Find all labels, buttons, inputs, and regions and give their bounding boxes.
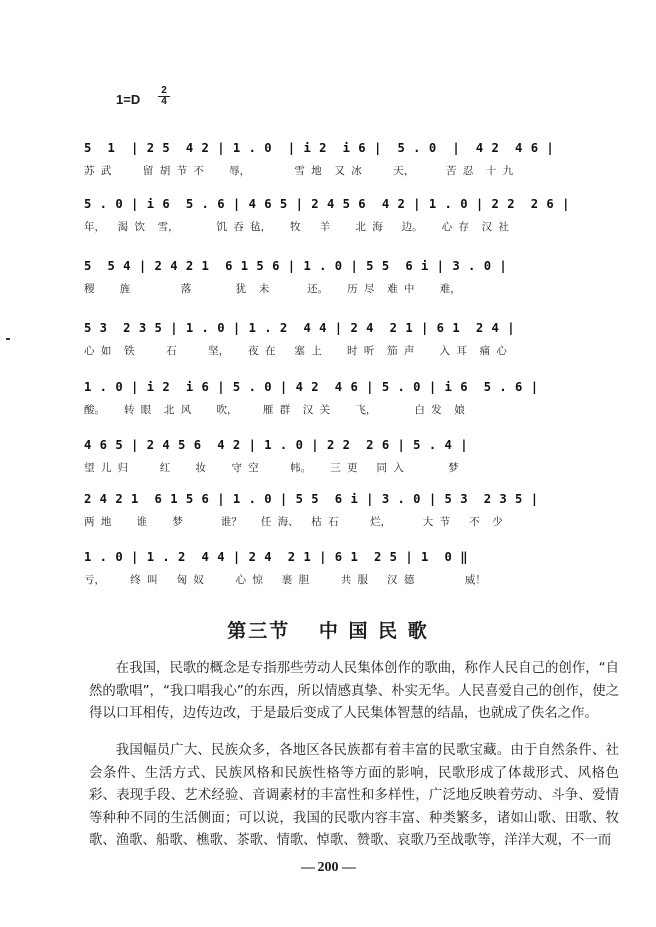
paragraph-2: 我国幅员广大、民族众多，各地区各民族都有着丰富的民歌宝藏。由于自然条件、社会条件、生活方式、民族风格和民族性格等方面的影响，民歌形成了体裁形式、风格色彩、表现手段、艺术经验、音调素材的丰富性和多样性，广泛地反映着劳动、斗争、爱情等种种不同的生活侧面；可以说，我国的民歌内容丰富、种类繁多，诸如山歌、田歌、牧歌、渔歌、船歌、樵歌、茶歌、情歌、悼歌、赞歌、哀歌乃至战歌等，洋洋大观，不一而 [89, 743, 619, 849]
notation-line: 1 . 0 | i 2 i 6 | 5 . 0 | 4 2 4 6 | 5 . 0 | i 6 5 . 6 | [84, 380, 539, 394]
score-row-8 [84, 550, 604, 600]
score-row-3 [84, 259, 604, 309]
score-row-1 [84, 141, 604, 191]
section-number: 第三节 [227, 620, 291, 642]
notation-line: 5 3 2 3 5 | 1 . 0 | 1 . 2 4 4 | 2 4 2 1 | 6 1 2 4 | [84, 321, 516, 335]
section-title [0, 616, 656, 643]
lyrics-line: 心 如 铁 石 坚， 夜 在 塞 上 时 听 笳 声 入 耳 痛 心 [84, 345, 507, 357]
score-row-4 [84, 321, 604, 371]
notation-line: 5 5 4 | 2 4 2 1 6 1 5 6 | 1 . 0 | 5 5 6 i | 3 . 0 | [84, 259, 508, 273]
lyrics-line: 望 儿 归 红 妆 守 空 帏。 三 更 同 入 梦 [84, 462, 459, 474]
notation-line: 2 4 2 1 6 1 5 6 | 1 . 0 | 5 5 6 i | 3 . 0 | 5 3 2 3 5 | [84, 492, 539, 506]
paragraph-1: 在我国，民歌的概念是专指那些劳动人民集体创作的歌曲，称作人民自己的创作，“自然的歌唱”，“我口唱我心”的东西，所以情感真挚、朴实无华。人民喜爱自己的创作，使之得以口耳相传，边传边改，于是最后变成了人民集体智慧的结晶，也就成了佚名之作。 [89, 661, 619, 722]
lyrics-line: 年， 渴 饮 雪， 饥 吞 毡， 牧 羊 北 海 边。 心 存 汉 社 [84, 221, 509, 233]
page-number [0, 860, 656, 876]
lyrics-line: 苏 武 留 胡 节 不 辱， 雪 地 又 冰 天， 苦 忍 十 九 [84, 165, 514, 177]
page-dash-right: — [342, 860, 355, 875]
page-dash-left: — [301, 860, 314, 875]
score-row-2 [84, 197, 604, 247]
lyrics-line: 亏， 终 叫 匈 奴 心 惊 裹 胆 共 服 汉 德 威！ [84, 574, 486, 586]
lyrics-line: 稷 旌 落 犹 未 还。 历 尽 难 中 难， [84, 283, 461, 295]
lyrics-line: 两 地 谁 梦 谁？ 任 海、 枯 石 烂， 大 节 不 少 [84, 516, 503, 528]
section-name: 中 国 民 歌 [318, 620, 429, 642]
notation-line: 1 . 0 | 1 . 2 4 4 | 2 4 2 1 | 6 1 2 5 | 1 0 ‖ [84, 550, 469, 564]
notation-line: 4 6 5 | 2 4 5 6 4 2 | 1 . 0 | 2 2 2 6 | 5 . 4 | [84, 438, 469, 452]
meter-bottom: 4 [161, 96, 167, 107]
score-row-7 [84, 492, 604, 542]
notation-line: 5 1 | 2 5 4 2 | 1 . 0 | i 2 i 6 | 5 . 0 | 4 2 4 6 | [84, 141, 555, 155]
key-signature: 1=D [116, 92, 141, 107]
lyrics-line: 酸。 转 眼 北 风 吹， 雁 群 汉 关 飞， 白 发 娘 [84, 404, 465, 416]
notation-line: 5 . 0 | i 6 5 . 6 | 4 6 5 | 2 4 5 6 4 2 | 1 . 0 | 2 2 2 6 | [84, 197, 570, 211]
score-row-5 [84, 380, 604, 430]
page-number-value: 200 [317, 860, 339, 875]
score-row-6 [84, 438, 604, 488]
meter-top: 2 [158, 86, 170, 97]
